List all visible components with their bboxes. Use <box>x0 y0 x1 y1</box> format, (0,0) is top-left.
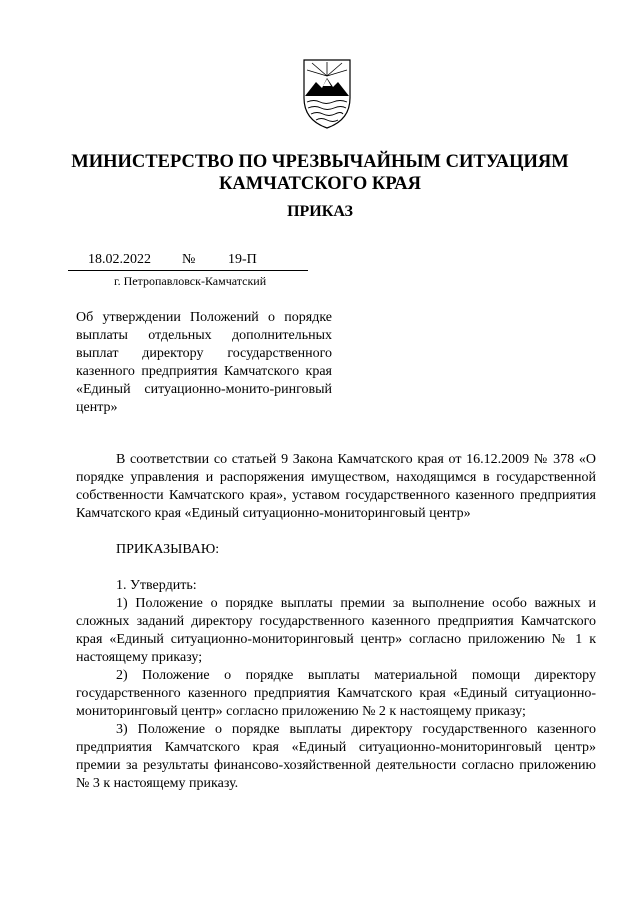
registration-block <box>68 252 308 292</box>
registration-city: г. Петропавловск-Камчатский <box>114 274 267 288</box>
registration-date: 18.02.2022 <box>88 252 151 267</box>
document-type-title: ПРИКАЗ <box>287 203 353 220</box>
item-approve: 1. Утвердить: <box>116 578 197 593</box>
ministry-name-line1: МИНИСТЕРСТВО ПО ЧРЕЗВЫЧАЙНЫМ СИТУАЦИЯМ <box>71 152 569 172</box>
sub-item-1: 1) Положение о порядке выплаты премии за выполнение особо важных и сложных заданий директору государственного казенного предприятия Камчатского края «Единый ситуационно-мониторинговый центр» согласно приложению № 1 к настоящему приказу; <box>76 596 596 665</box>
registration-number: 19-П <box>228 252 257 267</box>
document-subject: Об утверждении Положений о порядке выплаты отдельных дополнительных выплат директору государственного казенного предприятия Камчатского края «Единый ситуационно-монито-ринговый центр» <box>76 310 332 415</box>
preamble-paragraph: В соответствии со статьей 9 Закона Камчатского края от 16.12.2009 № 378 «О порядке управления и распоряжения имуществом, находящимся в государственной собственности Камчатского края», уставом государственного казенного предприятия Камчатского края «Единый ситуационно-мониторинговый центр» <box>76 452 596 521</box>
registration-number-sign: № <box>182 252 196 267</box>
sub-item-2: 2) Положение о порядке выплаты материальной помощи директору государственного казенного предприятия Камчатского края «Единый ситуационно-мониторинговый центр» согласно приложению № 2 к настоящему приказу; <box>76 668 596 719</box>
sub-item-3: 3) Положение о порядке выплаты директору государственного казенного предприятия Камчатского края «Единый ситуационно-мониторинговый центр» премии за результаты финансово-хозяйственной деятельности согласно приложению № 3 к настоящему приказу. <box>76 722 596 791</box>
order-word: ПРИКАЗЫВАЮ: <box>116 542 220 557</box>
ministry-name <box>60 151 580 195</box>
ministry-name-line2: КАМЧАТСКОГО КРАЯ <box>219 174 421 194</box>
coat-of-arms-emblem <box>302 58 352 130</box>
document-body <box>76 451 596 793</box>
registration-underline <box>68 270 308 271</box>
